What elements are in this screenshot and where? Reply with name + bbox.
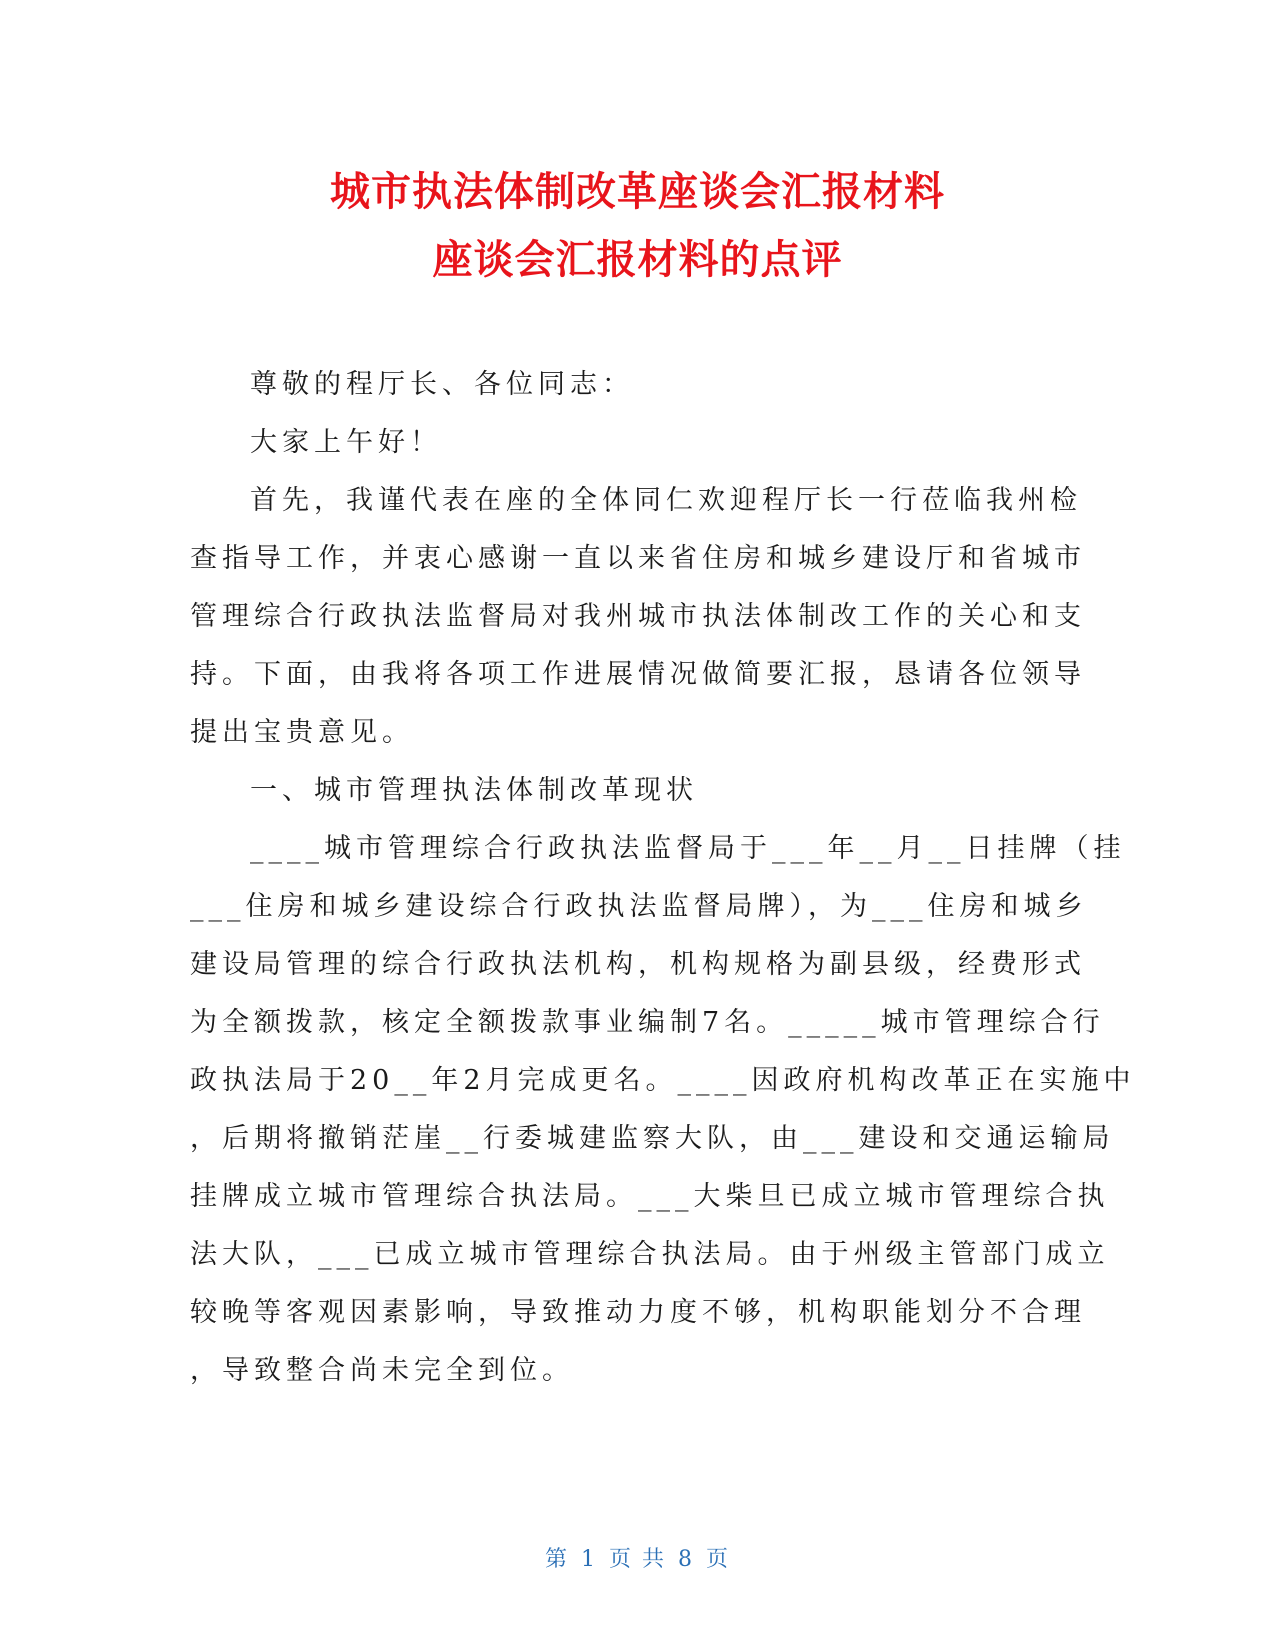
- footer-current-page: 1: [581, 1547, 597, 1572]
- footer-prefix: 第: [544, 1547, 569, 1572]
- paragraph-line: 建设局管理的综合行政执法机构，机构规格为副县级，经费形式: [190, 949, 1086, 980]
- document-subtitle: 座谈会汇报材料的点评: [432, 237, 843, 283]
- document-title: 城市执法体制改革座谈会汇报材料: [330, 169, 945, 215]
- paragraph-line: 挂牌成立城市管理综合执法局。___大柴旦已成立城市管理综合执: [190, 1181, 1110, 1212]
- paragraph-line: 管理综合行政执法监督局对我州城市执法体制改工作的关心和支: [190, 601, 1086, 632]
- paragraph-line: 持。下面，由我将各项工作进展情况做简要汇报，恳请各位领导: [190, 659, 1086, 690]
- greeting: 大家上午好！: [250, 427, 442, 458]
- paragraph-line: 查指导工作，并衷心感谢一直以来省住房和城乡建设厅和省城市: [190, 543, 1086, 574]
- paragraph-line: ，后期将撤销茫崖__行委城建监察大队，由___建设和交通运输局: [190, 1123, 1115, 1154]
- salutation: 尊敬的程厅长、各位同志：: [250, 369, 634, 400]
- paragraph-line: 较晚等客观因素影响，导致推动力度不够，机构职能划分不合理: [190, 1297, 1086, 1328]
- paragraph-line: 为全额拨款，核定全额拨款事业编制7名。_____城市管理综合行: [190, 1007, 1105, 1038]
- paragraph-line: 提出宝贵意见。: [190, 717, 414, 748]
- section-heading: 一、城市管理执法体制改革现状: [250, 775, 698, 806]
- paragraph-line: 法大队，___已成立城市管理综合执法局。由于州级主管部门成立: [190, 1239, 1110, 1270]
- paragraph-line: 政执法局于20__年2月完成更名。____因政府机构改革正在实施中: [190, 1065, 1136, 1096]
- paragraph-line: ___住房和城乡建设综合行政执法监督局牌），为___住房和城乡: [190, 891, 1088, 922]
- page-footer: [0, 1542, 1275, 1573]
- footer-suffix: 页: [706, 1547, 731, 1572]
- footer-middle: 页 共: [609, 1547, 666, 1572]
- paragraph-line: ，导致整合尚未完全到位。: [190, 1355, 574, 1386]
- footer-total-pages: 8: [678, 1547, 694, 1572]
- paragraph-line: 首先，我谨代表在座的全体同仁欢迎程厅长一行莅临我州检: [250, 485, 1082, 516]
- paragraph-line: ____城市管理综合行政执法监督局于___年__月__日挂牌（挂: [250, 833, 1126, 864]
